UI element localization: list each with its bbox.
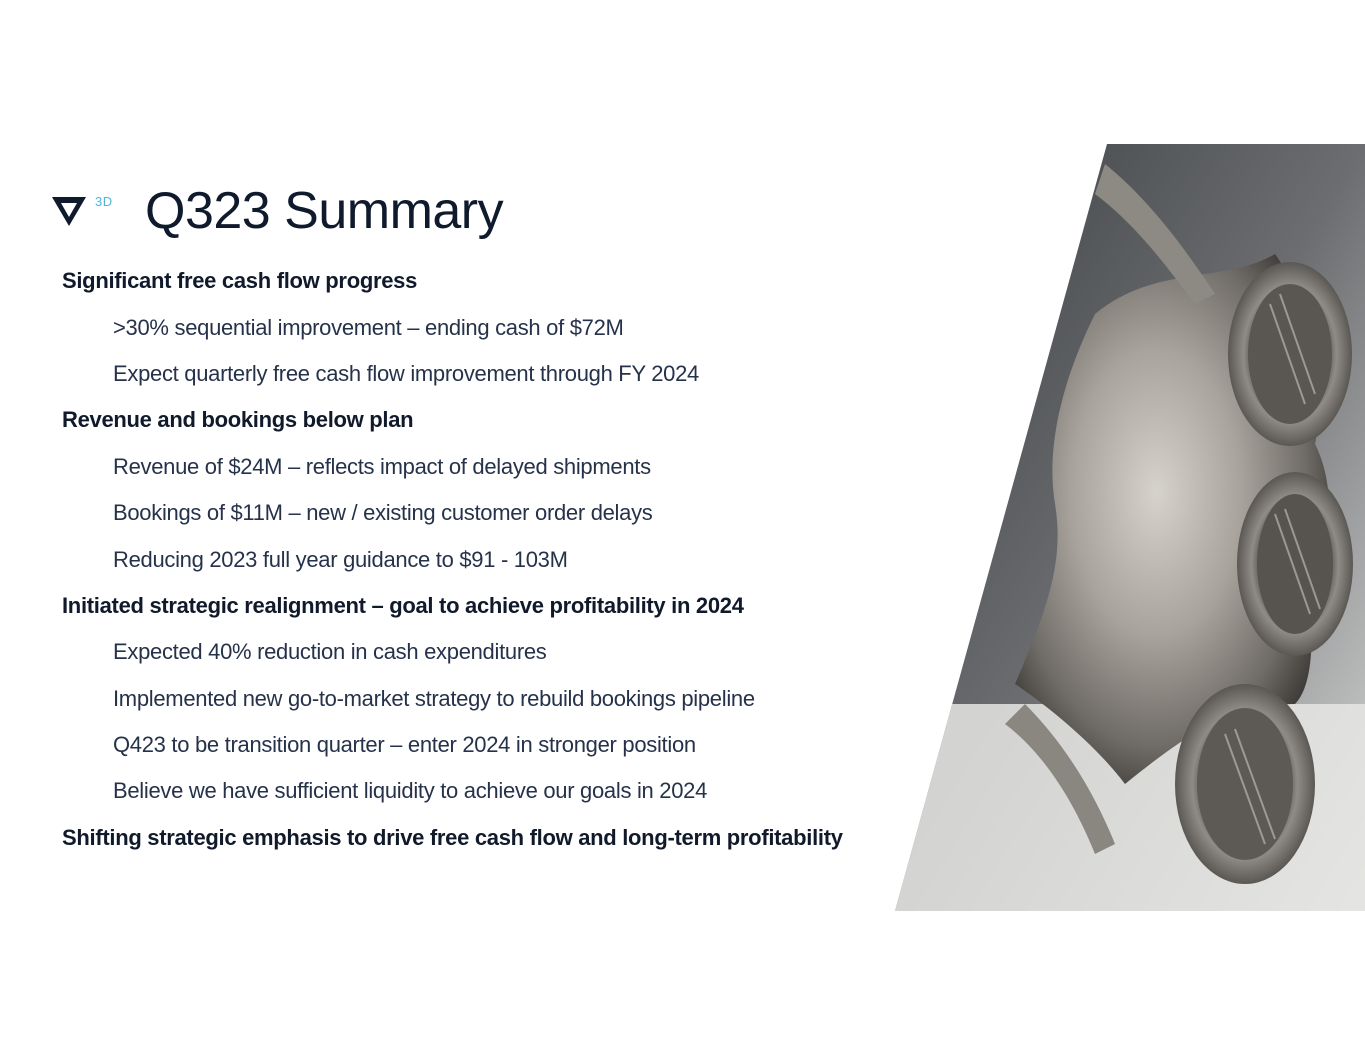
company-logo xyxy=(50,193,122,229)
list-item: Implemented new go-to-market strategy to rebuild bookings pipeline xyxy=(113,685,755,711)
section-heading: Shifting strategic emphasis to drive free cash flow and long-term profitability xyxy=(62,824,843,850)
metal-part-image xyxy=(895,144,1365,911)
triangle-v-icon xyxy=(50,193,90,229)
list-item: Expect quarterly free cash flow improvement through FY 2024 xyxy=(113,360,699,386)
summary-list xyxy=(62,258,902,861)
list-item: Revenue of $24M – reflects impact of delayed shipments xyxy=(113,453,651,479)
page-title: Q323 Summary xyxy=(145,182,504,240)
metal-3d-printed-part-image xyxy=(895,144,1365,911)
list-item: Bookings of $11M – new / existing customer order delays xyxy=(113,500,653,526)
list-item: Believe we have sufficient liquidity to achieve our goals in 2024 xyxy=(113,778,708,804)
logo-text: 3D xyxy=(95,194,113,209)
list-item: >30% sequential improvement – ending cash of $72M xyxy=(113,314,624,340)
list-item: Q423 to be transition quarter – enter 2024 in stronger position xyxy=(113,732,696,758)
list-item: Expected 40% reduction in cash expenditures xyxy=(113,639,547,665)
section-heading: Initiated strategic realignment – goal to achieve profitability in 2024 xyxy=(62,592,744,618)
list-item: Reducing 2023 full year guidance to $91 - 103M xyxy=(113,546,568,572)
section-heading: Significant free cash flow progress xyxy=(62,268,418,294)
section-heading: Revenue and bookings below plan xyxy=(62,407,414,433)
